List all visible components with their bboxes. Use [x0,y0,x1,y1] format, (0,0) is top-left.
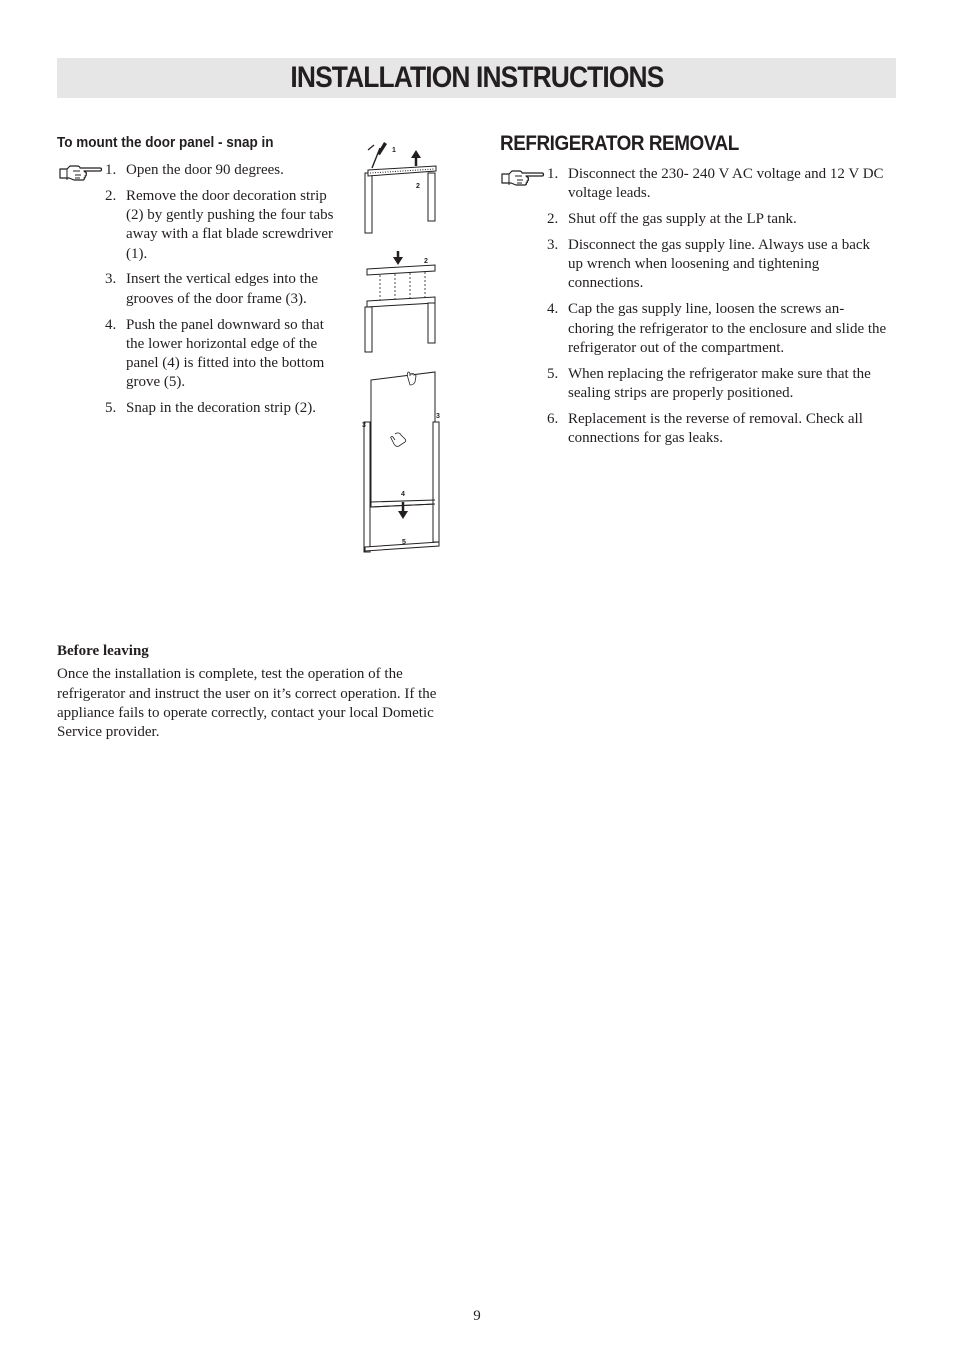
step-number: 1. [547,166,559,182]
step-number: 2. [547,211,559,228]
figure-label: 5 [402,539,406,546]
figure-remove-strip [360,140,440,235]
list-item [547,236,887,294]
step-text: Insert the vertical edges into the grooves of the door frame (3). [126,271,319,307]
step-text: Cap the gas supply line, loosen the screws an-choring the refrigerator to the enclosure and slide the refrigerator out of the compartment. [568,301,887,356]
figure-insert-edges [360,245,440,355]
figure-label: 2 [424,258,428,265]
step-text: Snap in the decoration strip (2). [126,400,316,417]
step-number: 2. [105,187,117,204]
step-text: Remove the door decoration strip (2) by gently pushing the four tabs away with a flat blade screwdriver (1). [126,187,334,262]
step-text: Disconnect the 230- 240 V AC voltage and 12 V DC voltage leads. [568,166,884,202]
step-text: Open the door 90 degrees. [126,162,284,178]
before-leaving-heading: Before leaving [57,643,149,659]
list-item [105,270,326,309]
step-number: 4. [547,301,559,318]
list-item [547,300,887,358]
step-number: 4. [105,316,117,333]
page-title: INSTALLATION INSTRUCTIONS [289,61,663,94]
step-text: Replacement is the reverse of removal. Check all connections for gas leaks. [568,410,863,447]
before-leaving-text: Once the installation is complete, test the operation of the refrigerator and instruct the user on it’s correct operation. If the appliance fails to operate correctly, contact your local Dometic Service provider. [57,666,437,741]
removal-steps [547,165,887,455]
pointing-hand-icon [499,167,545,191]
step-number: 5. [105,400,117,417]
list-item [547,365,887,404]
step-text: Push the panel downward so that the lower horizontal edge of the panel (4) is fitted into the bottom grove (5). [126,316,325,391]
list-item [105,161,337,180]
list-item [547,410,887,449]
page-number: 9 [473,1308,481,1324]
figure-label: 4 [401,491,405,498]
step-number: 1. [105,162,117,178]
figure-label: 3 [436,413,440,420]
figure-label: 1 [392,147,396,154]
list-item [105,316,336,393]
removal-heading: REFRIGERATOR REMOVAL [500,132,739,155]
list-item [105,399,337,418]
step-text: When replacing the refrigerator make sure that the sealing strips are properly positioned. [568,365,871,401]
list-item [105,187,337,264]
step-number: 3. [105,271,117,288]
step-text: Disconnect the gas supply line. Always use a back up wrench when loosening and tightening connections. [568,236,871,292]
step-number: 5. [547,365,559,382]
figure-label: 3 [362,422,366,429]
list-item [547,210,887,229]
figure-label: 2 [416,183,420,190]
before-leaving-section [57,642,447,742]
step-number: 6. [547,410,559,427]
step-number: 3. [547,236,559,253]
list-item [547,165,887,204]
door-panel-heading: To mount the door panel - snap in [57,134,274,151]
title-banner [57,58,896,98]
figure-panel-downward [355,362,450,557]
step-text: Shut off the gas supply at the LP tank. [568,211,797,228]
door-panel-steps [105,161,337,425]
pointing-hand-icon [57,162,103,186]
